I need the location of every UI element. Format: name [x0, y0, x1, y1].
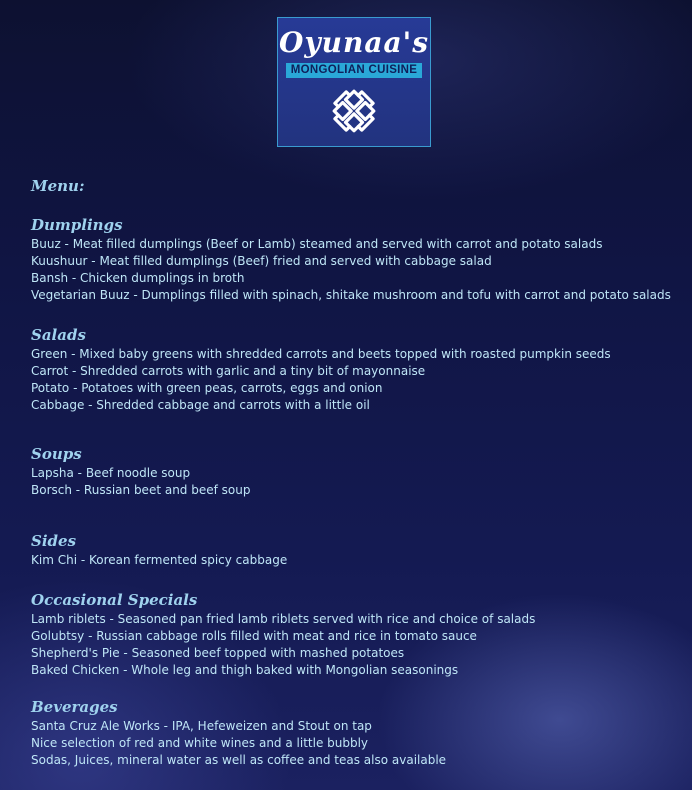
menu-item: Carrot - Shredded carrots with garlic and a tiny bit of mayonnaise	[31, 364, 426, 378]
menu-item: Potato - Potatoes with green peas, carrots, eggs and onion	[31, 381, 383, 395]
menu-item: Lamb riblets - Seasoned pan fried lamb riblets served with rice and choice of salads	[31, 612, 536, 626]
section-title: Occasional Specials	[31, 591, 198, 609]
section-title: Salads	[31, 326, 86, 344]
section-title: Soups	[31, 445, 82, 463]
menu-item: Borsch - Russian beet and beef soup	[31, 483, 251, 497]
section-title: Dumplings	[31, 216, 123, 234]
menu	[31, 176, 681, 769]
section-sides	[31, 530, 681, 569]
logo-tagline: MONGOLIAN CUISINE	[286, 63, 422, 78]
section-salads	[31, 324, 681, 414]
section-soups	[31, 443, 681, 499]
menu-item: Nice selection of red and white wines and a little bubbly	[31, 736, 369, 750]
menu-item: Santa Cruz Ale Works - IPA, Hefeweizen and Stout on tap	[31, 719, 372, 733]
menu-item: Sodas, Juices, mineral water as well as coffee and teas also available	[31, 753, 447, 767]
menu-item: Golubtsy - Russian cabbage rolls filled with meat and rice in tomato sauce	[31, 629, 477, 643]
menu-item: Kuushuur - Meat filled dumplings (Beef) fried and served with cabbage salad	[31, 254, 492, 268]
section-title: Beverages	[31, 698, 118, 716]
section-title: Sides	[31, 532, 77, 550]
logo-name: Oyunaa's	[279, 26, 429, 59]
menu-item: Kim Chi - Korean fermented spicy cabbage	[31, 553, 288, 567]
section-dumplings	[31, 214, 681, 304]
restaurant-logo	[277, 17, 431, 147]
menu-title: Menu:	[31, 177, 85, 195]
section-beverages	[31, 696, 681, 769]
menu-item: Vegetarian Buuz - Dumplings filled with spinach, shitake mushroom and tofu with carrot and potato salads	[31, 288, 671, 302]
endless-knot-icon	[331, 88, 377, 134]
menu-item: Cabbage - Shredded cabbage and carrots with a little oil	[31, 398, 370, 412]
menu-item: Shepherd's Pie - Seasoned beef topped with mashed potatoes	[31, 646, 405, 660]
section-occasional-specials	[31, 589, 681, 679]
menu-item: Baked Chicken - Whole leg and thigh baked with Mongolian seasonings	[31, 663, 459, 677]
menu-item: Buuz - Meat filled dumplings (Beef or Lamb) steamed and served with carrot and potato salads	[31, 237, 603, 251]
menu-item: Bansh - Chicken dumplings in broth	[31, 271, 245, 285]
menu-item: Lapsha - Beef noodle soup	[31, 466, 191, 480]
menu-item: Green - Mixed baby greens with shredded carrots and beets topped with roasted pumpkin seeds	[31, 347, 611, 361]
